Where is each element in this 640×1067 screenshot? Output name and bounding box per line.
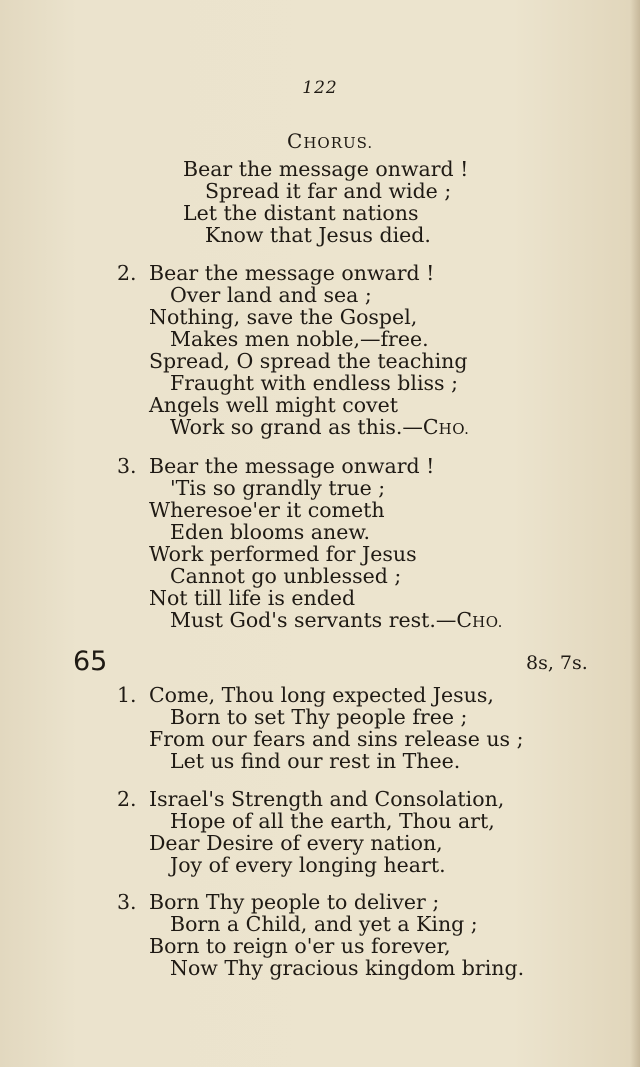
- verse-line: Cannot go unblessed ;: [170, 564, 402, 588]
- verse-line: 'Tis so grandly true ;: [170, 476, 386, 500]
- verse-line: Dear Desire of every nation,: [149, 831, 443, 855]
- verse-number: 2.: [117, 787, 137, 811]
- verse-line: Eden blooms anew.: [170, 520, 370, 544]
- verse-last-line: [170, 416, 469, 440]
- hymn-number: 65: [73, 646, 108, 677]
- verse-line: Work performed for Jesus: [149, 542, 417, 566]
- verse-line: Angels well might covet: [149, 393, 399, 417]
- chorus-ref-initial: C: [422, 415, 439, 439]
- chorus-line: Spread it far and wide ;: [205, 179, 452, 203]
- verse-number: 3.: [117, 890, 137, 914]
- verse-line: Makes men noble,—free.: [170, 327, 429, 351]
- verse-line: From our fears and sins release us ;: [149, 727, 524, 751]
- chorus-line: Know that Jesus died.: [205, 223, 431, 247]
- verse-number: 2.: [117, 261, 137, 285]
- verse-line: Now Thy gracious kingdom bring.: [170, 956, 525, 980]
- verse-last-line: [170, 609, 503, 633]
- chorus-ref-initial: C: [456, 608, 473, 632]
- verse-line-text: Work so grand as this.—: [170, 415, 423, 439]
- page-edge-shadow: [630, 0, 640, 1067]
- verse-line: Fraught with endless bliss ;: [170, 371, 458, 395]
- chorus-line: Bear the message onward !: [183, 157, 469, 181]
- verse-line: Born to reign o'er us forever,: [149, 934, 451, 958]
- page-number: 122: [302, 78, 338, 98]
- verse-line: Joy of every longing heart.: [170, 853, 446, 877]
- chorus-heading-initial: C: [287, 129, 304, 153]
- verse-line: Come, Thou long expected Jesus,: [149, 683, 494, 707]
- verse-number: 1.: [117, 683, 137, 707]
- chorus-heading-rest: HORUS.: [303, 134, 374, 152]
- verse-line: Born Thy people to deliver ;: [149, 890, 440, 914]
- hymn-meter: 8s, 7s.: [526, 652, 588, 674]
- verse-line: Born to set Thy people free ;: [170, 705, 468, 729]
- verse-line: Wheresoe'er it cometh: [149, 498, 385, 522]
- verse-line: Spread, O spread the teaching: [149, 349, 468, 373]
- chorus-line: Let the distant nations: [183, 201, 419, 225]
- chorus-ref-rest: HO.: [438, 420, 470, 438]
- verse-line-text: Must God's servants rest.—: [170, 608, 457, 632]
- verse-line: Nothing, save the Gospel,: [149, 305, 418, 329]
- verse-line: Not till life is ended: [149, 586, 356, 610]
- verse-line: Over land and sea ;: [170, 283, 372, 307]
- verse-line: Let us find our rest in Thee.: [170, 749, 461, 773]
- verse-line: Bear the message onward !: [149, 454, 435, 478]
- verse-line: Bear the message onward !: [149, 261, 435, 285]
- verse-line: Born a Child, and yet a King ;: [170, 912, 478, 936]
- chorus-heading: [287, 129, 373, 153]
- verse-line: Israel's Strength and Consolation,: [149, 787, 505, 811]
- verse-line: Hope of all the earth, Thou art,: [170, 809, 495, 833]
- chorus-ref-rest: HO.: [472, 613, 503, 631]
- verse-number: 3.: [117, 454, 137, 478]
